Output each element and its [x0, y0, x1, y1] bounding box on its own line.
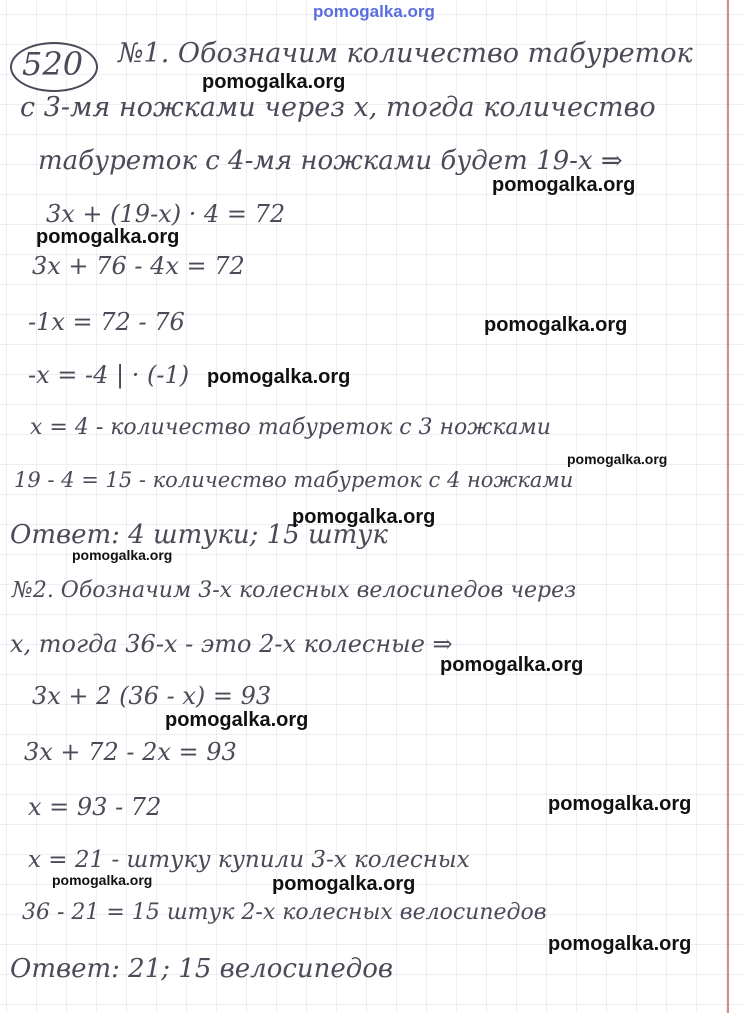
line-4: 3x + (19-x) · 4 = 72 [46, 200, 286, 228]
line-1: №1. Обозначим количество табуреток [118, 38, 693, 69]
line-10: Ответ: 4 штуки; 15 штук [10, 520, 388, 550]
watermark: pomogalka.org [492, 174, 636, 196]
watermark: pomogalka.org [36, 226, 180, 248]
watermark: pomogalka.org [207, 366, 351, 388]
header-watermark: pomogalka.org [313, 2, 435, 21]
line-8: x = 4 - количество табуреток с 3 ножками [30, 415, 551, 440]
watermark: pomogalka.org [440, 654, 584, 676]
line-14: 3x + 72 - 2x = 93 [24, 738, 237, 766]
watermark: pomogalka.org [72, 547, 173, 563]
line-18: Ответ: 21; 15 велосипедов [10, 954, 394, 984]
watermark: pomogalka.org [484, 314, 628, 336]
line-6: -1x = 72 - 76 [28, 308, 185, 336]
problem-number: 520 [22, 45, 84, 83]
line-9: 19 - 4 = 15 - количество табуреток с 4 ножками [14, 468, 574, 492]
watermark: pomogalka.org [567, 451, 668, 467]
line-2: с 3-мя ножками через x, тогда количество [20, 92, 656, 123]
watermark: pomogalka.org [52, 872, 153, 888]
watermark: pomogalka.org [165, 709, 309, 731]
watermark: pomogalka.org [292, 506, 436, 528]
watermark: pomogalka.org [202, 71, 346, 93]
line-11: №2. Обозначим 3-х колесных велосипедов через [12, 578, 577, 603]
line-12: x, тогда 36-x - это 2-х колесные ⇒ [10, 630, 453, 658]
line-16: x = 21 - штуку купили 3-х колесных [28, 847, 470, 873]
line-7: -x = -4 | · (-1) [28, 361, 190, 389]
line-3: табуреток с 4-мя ножками будет 19-x ⇒ [38, 146, 623, 176]
watermark: pomogalka.org [548, 793, 692, 815]
line-13: 3x + 2 (36 - x) = 93 [32, 682, 272, 710]
line-15: x = 93 - 72 [28, 793, 162, 821]
watermark: pomogalka.org [548, 933, 692, 955]
margin-line [727, 0, 729, 1013]
watermark: pomogalka.org [272, 873, 416, 895]
line-17: 36 - 21 = 15 штук 2-х колесных велосипедов [22, 900, 547, 925]
line-5: 3x + 76 - 4x = 72 [32, 252, 245, 280]
